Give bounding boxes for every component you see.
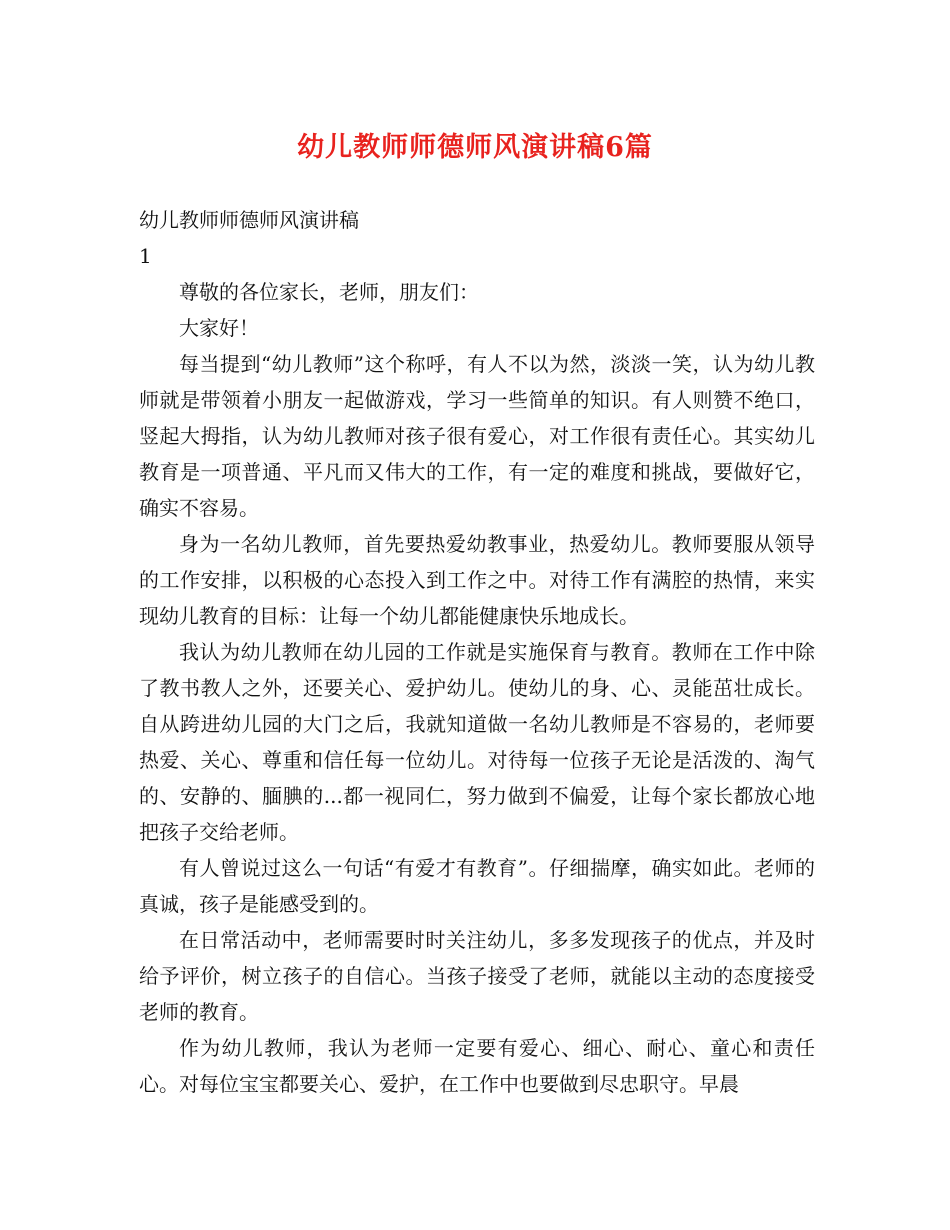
paragraph: 我认为幼儿教师在幼儿园的工作就是实施保育与教育。教师在工作中除了教书教人之外，还要关心、爱护幼儿。使幼儿的身、心、灵能茁壮成长。自从跨进幼儿园的大门之后，我就知道做一名幼儿教师是不容易的，老师要热爱、关心、尊重和信任每一位幼儿。对待每一位孩子无论是活泼的、淘气的、安静的、腼腆的...都一视同仁，努力做到不偏爱，让每个家长都放心地把孩子交给老师。 bbox=[139, 640, 815, 844]
document-title: 幼儿教师师德师风演讲稿6篇 bbox=[297, 132, 653, 163]
paragraph: 身为一名幼儿教师，首先要热爱幼教事业，热爱幼儿。教师要服从领导的工作安排，以积极的心态投入到工作之中。对待工作有满腔的热情，来实现幼儿教育的目标：让每一个幼儿都能健康快乐地成长。 bbox=[139, 532, 815, 628]
paragraph: 每当提到“幼儿教师”这个称呼，有人不以为然，淡淡一笑，认为幼儿教师就是带领着小朋友一起做游戏，学习一些简单的知识。有人则赞不绝口，竖起大拇指，认为幼儿教师对孩子很有爱心，对工作很有责任心。其实幼儿教育是一项普通、平凡而又伟大的工作，有一定的难度和挑战，要做好它，确实不容易。 bbox=[139, 352, 815, 520]
document-body bbox=[139, 202, 815, 1102]
paragraph-greeting-hello: 大家好！ bbox=[179, 316, 259, 340]
paragraph-greeting-audience: 尊敬的各位家长，老师，朋友们： bbox=[179, 280, 479, 304]
document-subtitle: 幼儿教师师德师风演讲稿 bbox=[139, 208, 359, 232]
paragraph: 有人曾说过这么一句话“有爱才有教育”。仔细揣摩，确实如此。老师的真诚，孩子是能感受到的。 bbox=[139, 856, 815, 916]
paragraph: 作为幼儿教师，我认为老师一定要有爱心、细心、耐心、童心和责任心。对每位宝宝都要关心、爱护，在工作中也要做到尽忠职守。早晨 bbox=[139, 1036, 815, 1096]
paragraph: 在日常活动中，老师需要时时关注幼儿，多多发现孩子的优点，并及时给予评价，树立孩子的自信心。当孩子接受了老师，就能以主动的态度接受老师的教育。 bbox=[139, 928, 815, 1024]
document-number: 1 bbox=[139, 244, 152, 268]
